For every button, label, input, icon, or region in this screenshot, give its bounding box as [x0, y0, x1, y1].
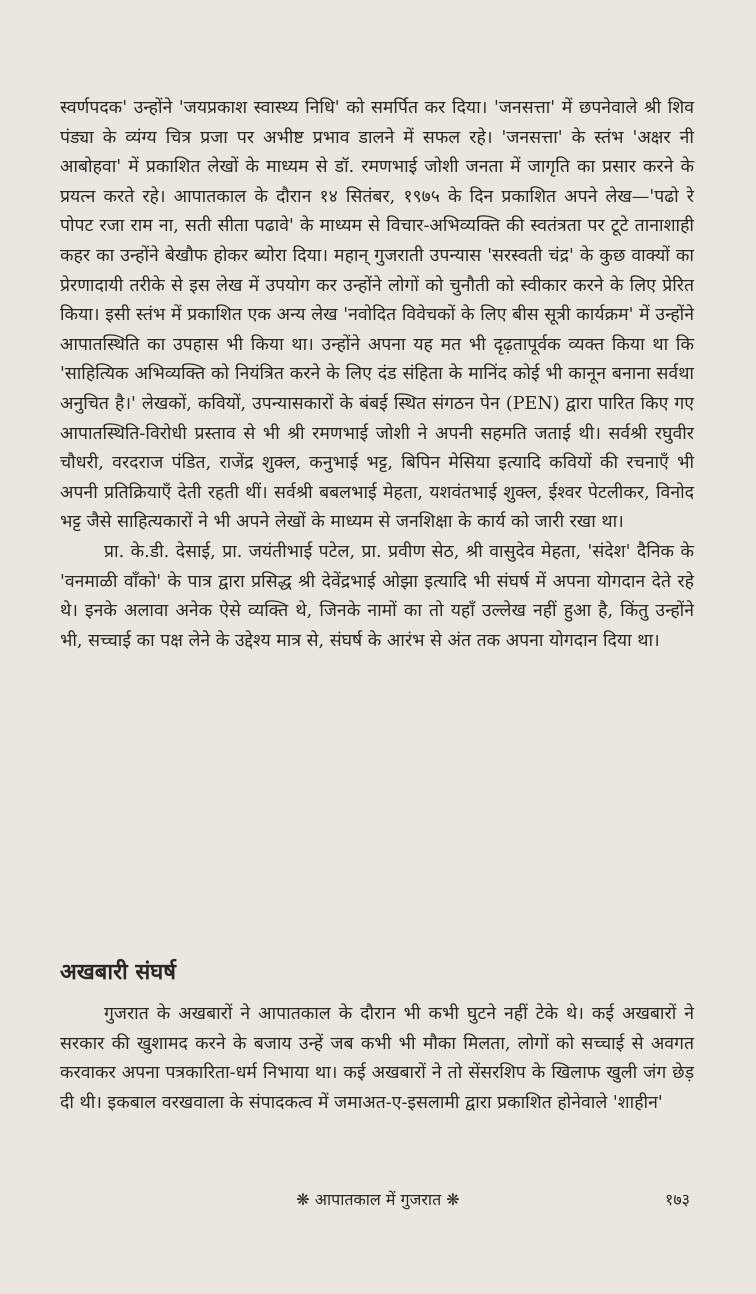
running-title: ❋ आपातकाल में गुजरात ❋ — [296, 1190, 460, 1209]
body-text-block — [60, 94, 694, 656]
section-heading: अखबारी संघर्ष — [60, 960, 177, 985]
paragraph: गुजरात के अखबारों ने आपातकाल के दौरान भी कभी घुटने नहीं टेके थे। कई अखबारों ने सरकार की खुशामद करने के बजाय उन्हें जब कभी भी मौका मिलता, लोगों को सच्चाई से अवगत करवाकर अपना पत्रकारिता-धर्म निभाया था। कई अखबारों ने तो सेंसरशिप के खिलाफ खुली जंग छेड़ दी थी। इकबाल वरखवाला के संपादकत्व में जमाअत-ए-इसलामी द्वारा प्रकाशित होनेवाले 'शाहीन' — [60, 1004, 695, 1113]
page-number: १७३ — [665, 1190, 690, 1209]
paragraph-continued: स्वर्णपदक' उन्होंने 'जयप्रकाश स्वास्थ्य निधि' को समर्पित कर दिया। 'जनसत्ता' में छपनेवाले श्री शिव पंड्या के व्यंग्य चित्र प्रजा पर अभीष्ट प्रभाव डालने में सफल रहे। 'जनसत्ता' के स्तंभ 'अक्षर नी आबोहवा' में प्रकाशित लेखों के माध्यम से डॉ. रमणभाई जोशी जनता में जागृति का प्रसार करने के प्रयत्न करते रहे। आपातकाल के दौरान १४ सितंबर, १९७५ के दिन प्रकाशित अपने लेख—'पढो रे पोपट रजा राम ना, सती सीता पढावे' के माध्यम से विचार-अभिव्यक्ति की स्वतंत्रता पर टूटे तानाशाही कहर का उन्होंने बेखौफ होकर ब्योरा दिया। महान् गुजराती उपन्यास 'सरस्वती चंद्र' के कुछ वाक्यों का प्रेरणादायी तरीके से इस लेख में उपयोग कर उन्होंने लोगों को चुनौती को स्वीकार करने के लिए प्रेरित किया। इसी स्तंभ में प्रकाशित एक अन्य लेख 'नवोदित विवेचकों के लिए बीस सूत्री कार्यक्रम' में उन्होंने आपातस्थिति का उपहास भी किया था। उन्होंने अपना यह मत भी दृढ़तापूर्वक व्यक्त किया था कि 'साहित्यिक अभिव्यक्ति को नियंत्रित करने के लिए दंड संहिता के मानिंद कोई भी कानून बनाना सर्वथा अनुचित है।' लेखकों, कवियों, उपन्यासकारों के बंबई स्थित संगठन पेन (PEN) द्वारा पारित किए गए आपातस्थिति-विरोधी प्रस्ताव से भी श्री रमणभाई जोशी ने अपनी सहमति जताई थी। सर्वश्री रघुवीर चौधरी, वरदराज पंडित, राजेंद्र शुक्ल, कनुभाई भट्ट, बिपिन मेसिया इत्यादि कवियों की रचनाएँ भी अपनी प्रतिक्रियाएँ देती रहती थीं। सर्वश्री बबलभाई मेहता, यशवंतभाई शुक्ल, ईश्वर पेटलीकर, विनोद भट्ट जैसे साहित्यकारों ने भी अपने लेखों के माध्यम से जनशिक्षा के कार्य को जारी रखा था। — [60, 98, 694, 533]
paragraph: प्रा. के.डी. देसाई, प्रा. जयंतीभाई पटेल, प्रा. प्रवीण सेठ, श्री वासुदेव मेहता, 'संदेश' दैनिक के 'वनमाळी वाँको' के पात्र द्वारा प्रसिद्ध श्री देवेंद्रभाई ओझा इत्यादि भी संघर्ष में अपना योगदान देते रहे थे। इनके अलावा अनेक ऐसे व्यक्ति थे, जिनके नामों का तो यहाँ उल्लेख नहीं हुआ है, किंतु उन्होंने भी, सच्चाई का पक्ष लेने के उद्देश्य मात्र से, संघर्ष के आरंभ से अंत तक अपना योगदान दिया था। — [60, 541, 694, 651]
section-body — [60, 1000, 694, 1118]
